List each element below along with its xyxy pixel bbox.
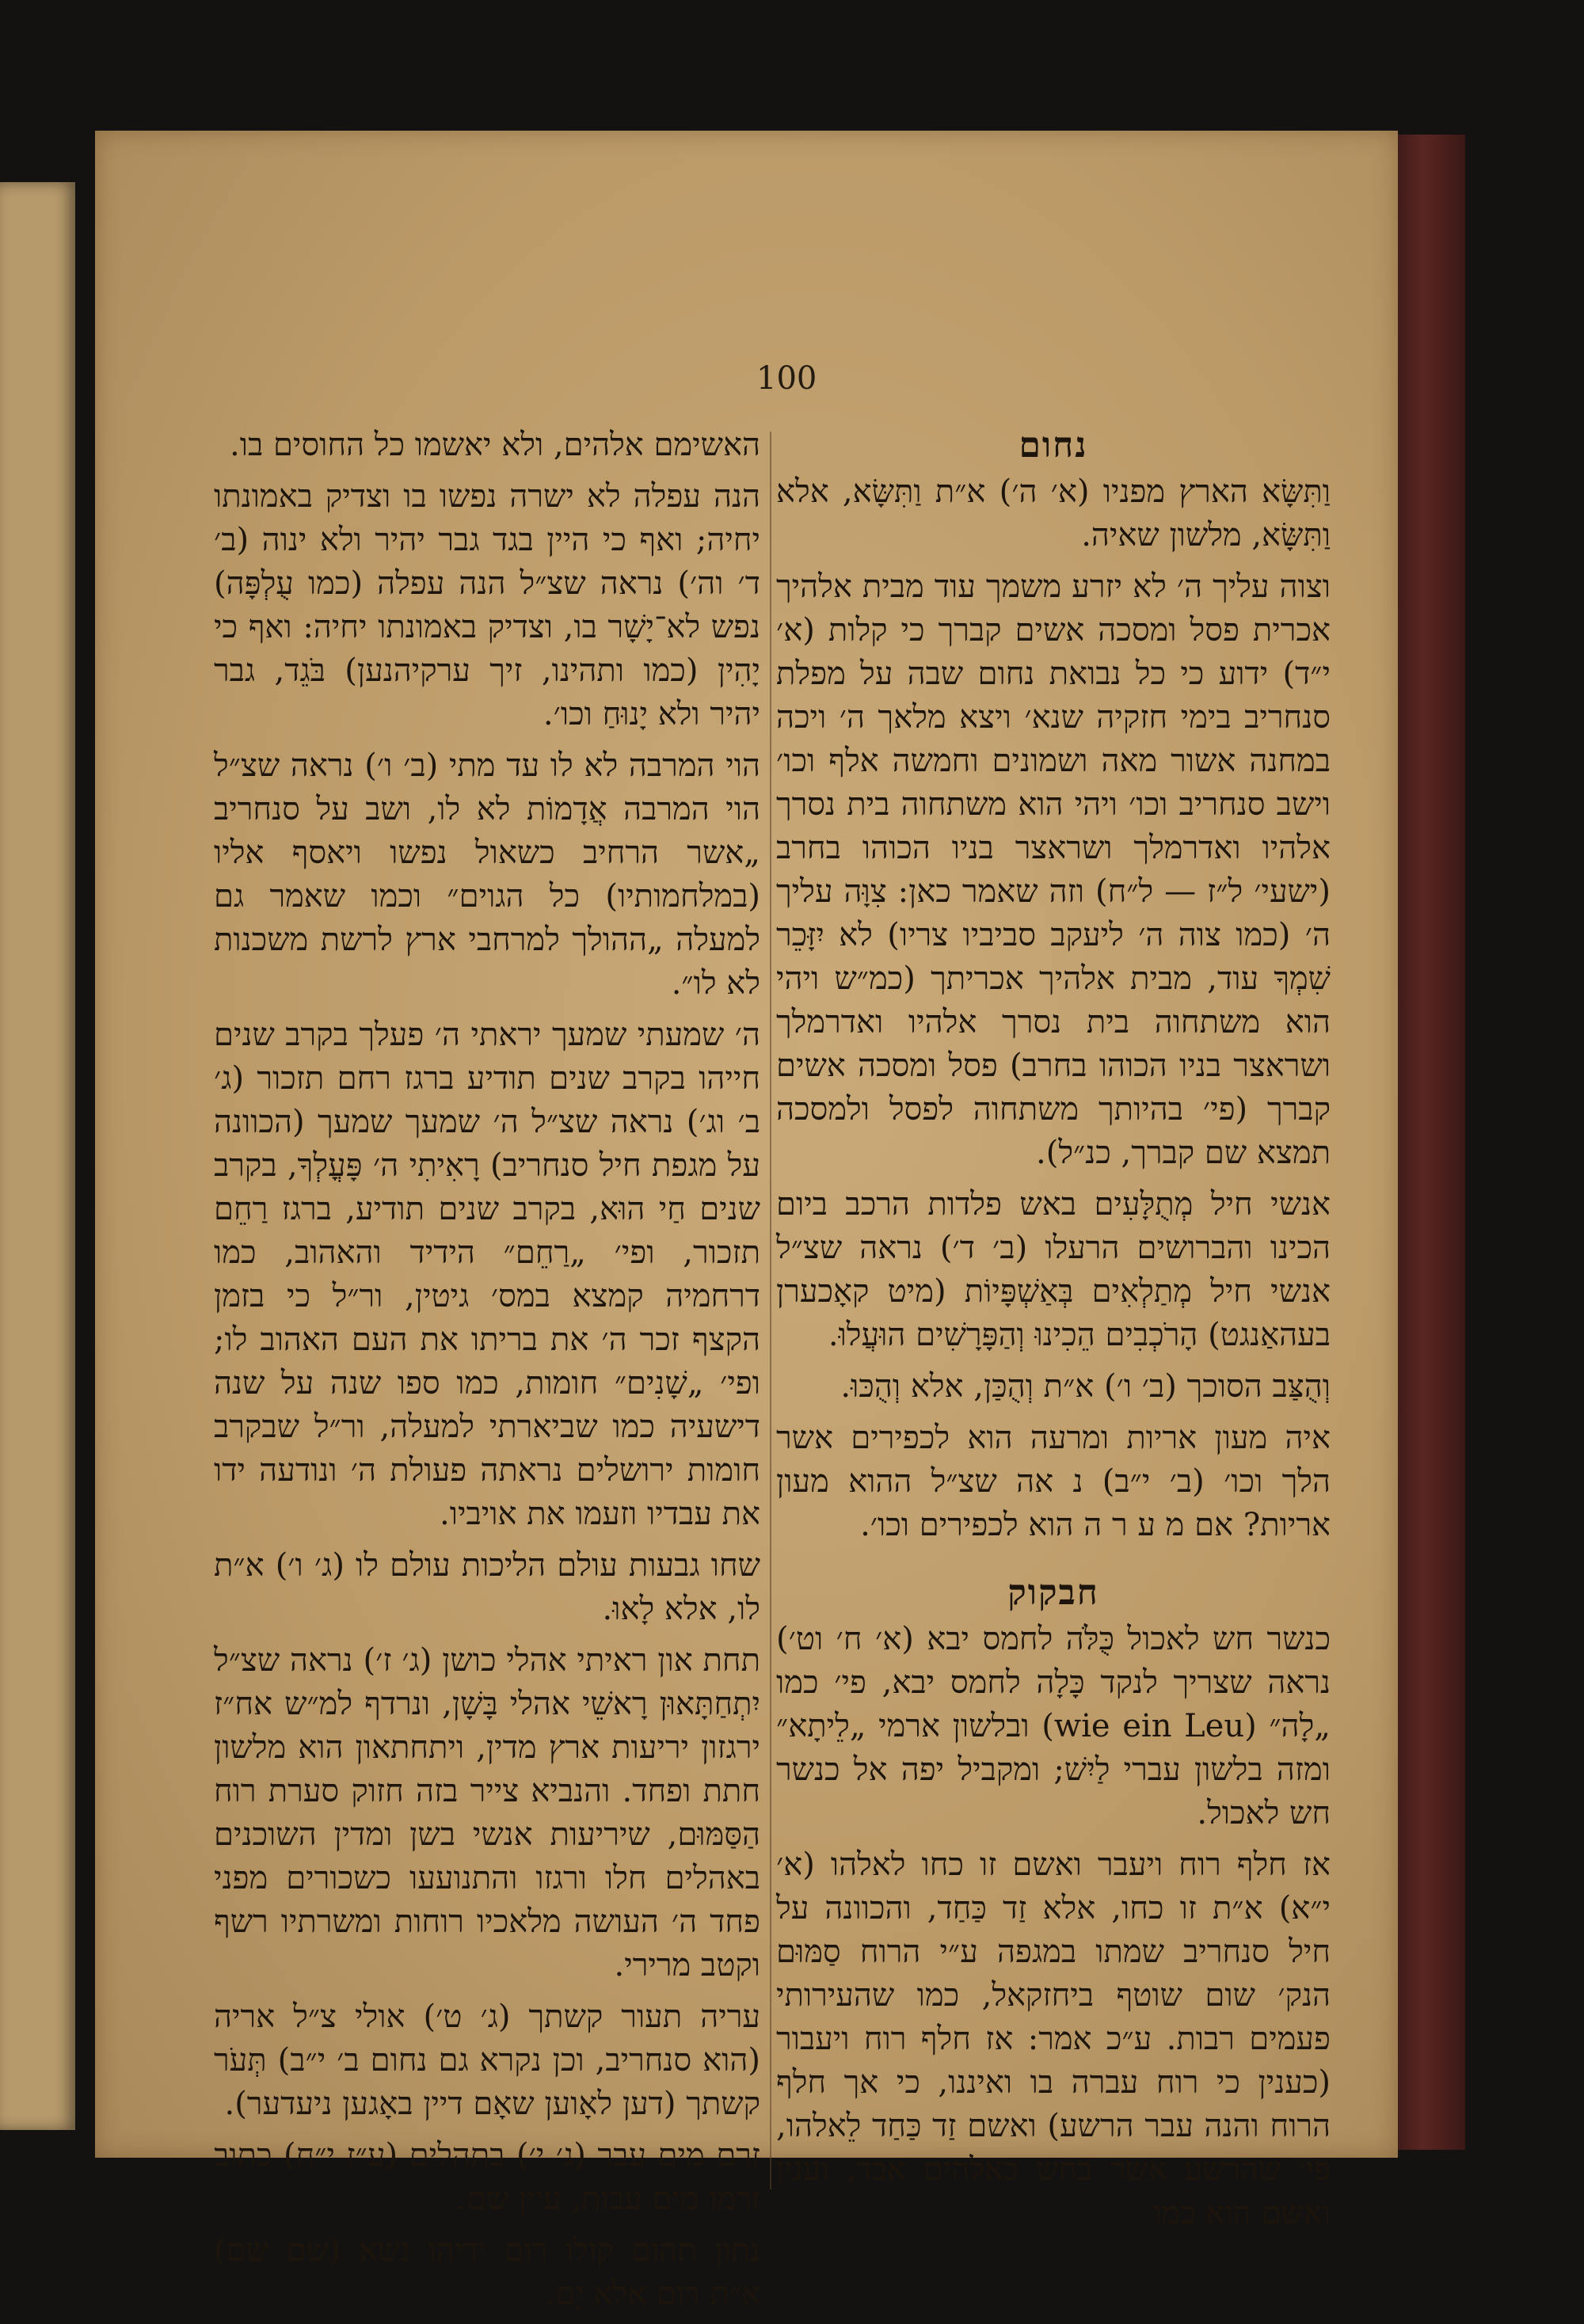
- commentary-paragraph: וְהֻצַּב הסוכך (ב׳ ו׳) א״ת וְהֻכַּן, אלא וְהֻכּוּ.: [840, 1368, 1331, 1405]
- commentary-paragraph: אז חלף רוח ויעבר ואשם זו כחו לאלהו (א׳ י״א) א״ת זו כחו, אלא זַד כַּחַד, והכוונה על חיל סנחריב שמתו במגפה ע״י הרוח סַמּוּם הנק׳ שום שוטף ביחזקאל, כמו שהעירותי פעמים רבות. ע״כ אמר: אז חלף רוח ויעבור (כענין כי רוח עברה בו ואיננו, כי אך חלף הרוח והנה עבר הרשע) ואשם זַד כַּחַד לֵאלהו, פי׳ שהרשע אשר בחש באלהים אבד, וענין ואשם הוא כמו: [776, 1847, 1331, 2231]
- commentary-paragraph: תחת און ראיתי אהלי כושן (ג׳ ז׳) נראה שצ״ל יִתְחַתָּאוּן רָאשֵׁי אהלי בָּשָׁן, ונרדף למ״ש אח״ז ירגזון יריעות ארץ מדין, ויתחתאון הוא מלשון חתת ופחד. והנביא צייר בזה חזוק סערת רוח הַסַּמּוּם, שיריעות אנשי בשן ומדין השוכנים באהלים חלו ורגזו והתנועעו כשכורים מפני פחד ה׳ העושה מלאכיו רוחות ומשרתיו רשף וקטב מרירי.: [214, 1642, 760, 1984]
- book-page: [95, 131, 1398, 2312]
- commentary-paragraph: הנה עפלה לא ישרה נפשו בו וצדיק באמונתו יחיה; ואף כי היין בגד גבר יהיר ולא ינוה (ב׳ ד׳ וה׳) נראה שצ״ל הנה עפלה (כמו עֻלְפָּה) נפש לא־יָשָׁר בו, וצדיק באמונתו יחיה: ואף כי יָהִין (כמו ותהינו, זיך ערקיהנען) בֹּגֵד, גבר יהיר ולא יָנוּחַ וכו׳.: [214, 478, 760, 732]
- right-column: [776, 424, 1331, 2243]
- left-column: [214, 424, 760, 2324]
- column-divider: [770, 432, 771, 2189]
- page-number: 100: [756, 360, 817, 397]
- commentary-paragraph: שחו גבעות עולם הליכות עולם לו (ג׳ ו׳) א״ת לו, אלא לָאוּ.: [214, 1547, 760, 1627]
- commentary-paragraph: ה׳ שמעתי שמעך יראתי ה׳ פעלך בקרב שנים חייהו בקרב שנים תודיע ברגז רחם תזכור (ג׳ ב׳ וג׳) נראה שצ״ל ה׳ שמעך שמעך (הכוונה על מגפת חיל סנחריב) רָאִיתִי ה׳ פָּעֳלְךָ, בקרב שנים חַי הוּא, בקרב שנים תודיע, ברגז רַחֵם תזכור, ופי׳ „רַחֵם״ הידיד והאהוב, כמו דרחמיה קמצא במס׳ גיטין, ור״ל כי בזמן הקצף זכר ה׳ את בריתו את העם האהוב לו; ופי׳ „שָׁנִים״ חומות, כמו ספו שנה על שנה דישעיה כמו שביארתי למעלה, ור״ל שבקרב חומות ירושלים נראתה פעולת ה׳ ונודעה ידו את עבדיו וזעמו את אויביו.: [214, 1017, 760, 1532]
- commentary-paragraph: נתון תהום קולו רום ידיהו נשא (שם שם) א״ת רום אלא יָם.: [214, 2232, 760, 2312]
- commentary-paragraph: האשימם אלהים, ולא יאשמו כל החוסים בו.: [230, 427, 760, 463]
- commentary-paragraph: עריה תעור קשתך (ג׳ ט׳) אולי צ״ל אריה (הוא סנחריב, וכן נקרא גם נחום ב׳ י״ב) תְּעֹר קשתך (דען לאָוען שאָם דיין באָגען ניעדער).: [214, 1999, 760, 2122]
- commentary-paragraph: כנשר חש לאכול כֻּלֹּה לחמס יבא (א׳ ח׳ וט׳) נראה שצריך לנקד כָּלָה לחמס יבא, פי׳ כמו „לָה״ (wie ein Leu) ובלשון ארמי „לֵיתָא״ ומזה בלשון עברי לַיִשׁ; ומקביל יפה אל כנשר חש לאכול.: [776, 1621, 1331, 1831]
- adjacent-page-edge: [0, 182, 75, 2130]
- commentary-paragraph: וצוה עליך ה׳ לא יזרע משמך עוד מבית אלהיך אכרית פסל ומסכה אשים קברך כי קלות (א׳ י״ד) ידוע כי כל נבואת נחום שבה על מפלת סנחריב בימי חזקיה שנא׳ ויצא מלאך ה׳ ויכה במחנה אשור מאה ושמונים וחמשה אלף וכו׳ וישב סנחריב וכו׳ ויהי הוא משתחוה בית נסרך אלהיו ואדרמלך ושראצר בניו הכוהו בחרב (ישעי׳ ל״ז — ל״ח) וזה שאמר כאן: צִוָּה עליך ה׳ (כמו צוה ה׳ ליעקב סביביו צריו) לא יִזָּכֵר שִׁמְךָ עוד, מבית אלהיך אכריתך (כמ״ש ויהי הוא משתחוה בית נסרך אלהיו ואדרמלך ושראצר בניו הכוהו בחרב) פסל ומסכה אשים קברך (פי׳ בהיותך משתחוה לפסל ולמסכה תמצא שם קברך, כנ״ל).: [776, 569, 1331, 1171]
- commentary-paragraph: זרם מים עבר (ג׳ י׳) בתהלים (ע״ז י״ח) כתוב זרמו מים עבות, עיין שם.: [214, 2137, 760, 2217]
- commentary-paragraph: אנשי חיל מְתֻלָּעִים באש פלדות הרכב ביום הכינו והברושים הרעלו (ב׳ ד׳) נראה שצ״ל אנשי חיל מְתַלְאִים בְּאַשְׁפָּיוֹת (מיט קאָכערן בעהאַנגט) הָרֹכְבִים הֵכִינוּ וְהַפָּרָשִׁים הוּעֲלוּ.: [776, 1186, 1331, 1353]
- book-spine-edge: [1394, 135, 1465, 2150]
- commentary-paragraph: וַתִּשָּׂא הארץ מפניו (א׳ ה׳) א״ת וַתִּשָּׂא, אלא וַתִּשָּׂא, מלשון שאיה.: [776, 474, 1331, 553]
- section-title-nahum: נחום: [1019, 425, 1088, 466]
- section-title-habakkuk: חבקוק: [1007, 1573, 1099, 1613]
- commentary-paragraph: איה מעון אריות ומרעה הוא לכפירים אשר הלך וכו׳ (ב׳ י״ב) נ אה שצ״ל ההוא מעון אריות? אם מ ע ר ה הוא לכפירים וכו׳.: [776, 1420, 1331, 1543]
- commentary-paragraph: הוי המרבה לא לו עד מתי (ב׳ ו׳) נראה שצ״ל הוי המרבה אֲדָמוֹת לא לו, ושב על סנחריב „אשר הרחיב כשאול נפשו ויאסף אליו (במלחמותיו) כל הגוים״ וכמו שאמר גם למעלה „ההולך למרחבי ארץ לרשת משכנות לא לו״.: [214, 747, 760, 1002]
